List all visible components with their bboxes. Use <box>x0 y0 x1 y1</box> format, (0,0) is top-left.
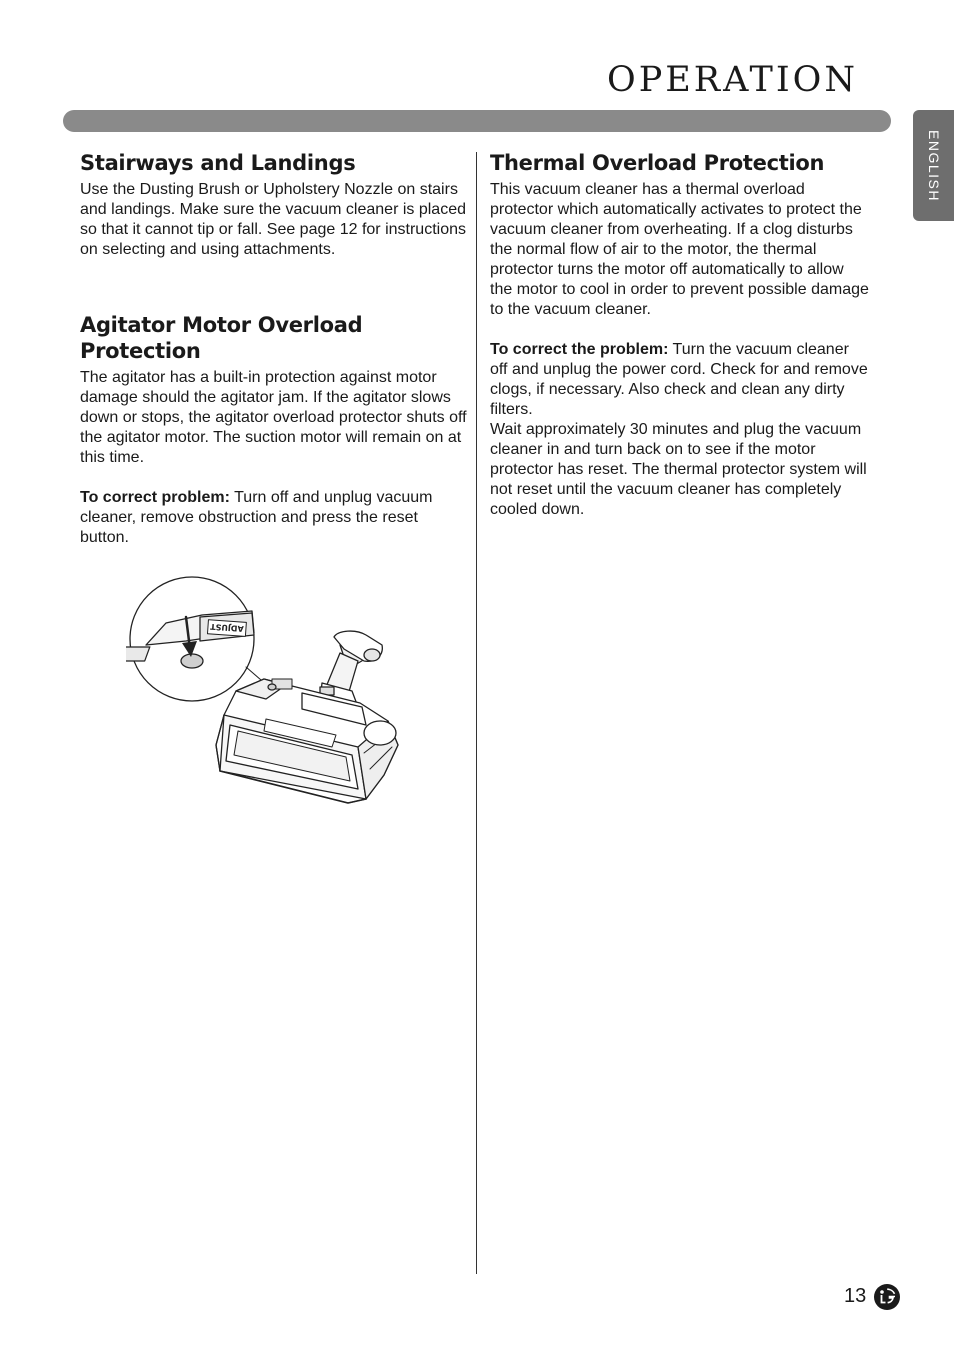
thermal-heading: Thermal Overload Protection <box>490 151 825 175</box>
thermal-body: This vacuum cleaner has a thermal overload protector which automatically activates to protect the vacuum cleaner from overheating. If a clog disturbs the normal flow of air to the motor, the thermal protector turns the motor off automatically to allow the motor to cool in order to prevent possible damage to the vacuum cleaner. <box>490 181 869 318</box>
right-column <box>490 150 870 520</box>
thermal-correct-paragraph <box>490 340 870 420</box>
adjust-label: ADJUST <box>209 621 245 634</box>
reset-button-icon <box>181 654 203 668</box>
column-divider <box>476 152 477 1274</box>
agitator-correct-text: Turn off and unplug vacuum cleaner, remove obstruction and press the reset button. <box>80 489 433 546</box>
left-column <box>80 150 468 548</box>
stairways-body: Use the Dusting Brush or Upholstery Nozzle on stairs and landings. Make sure the vacuum cleaner is placed so that it cannot tip or fall. See page 12 for instructions on selecting and using attachments. <box>80 181 466 258</box>
page-number: 13 <box>844 1285 867 1307</box>
thermal-correct-text: Turn the vacuum cleaner off and unplug the power cord. Check for and remove clogs, if necessary. Also check and clean any dirty filters. <box>490 341 868 418</box>
page-title: OPERATION <box>607 60 858 100</box>
agitator-correct-label: To correct problem: <box>80 489 230 506</box>
vacuum-power-nozzle-reset-button-illustration <box>126 575 416 810</box>
header-bar <box>63 110 891 132</box>
agitator-correct-paragraph <box>80 488 468 548</box>
agitator-heading-line2: Protection <box>80 339 201 363</box>
stairways-heading: Stairways and Landings <box>80 151 356 175</box>
language-tab-label: ENGLISH <box>925 129 942 202</box>
language-tab <box>913 110 954 221</box>
agitator-heading <box>80 312 468 364</box>
agitator-body: The agitator has a built-in protection against motor damage should the agitator jam. If the agitator slows down or stops, the agitator overload protector shuts off the agitator motor. The suction motor will remain on at this time. <box>80 369 467 466</box>
thermal-correct-label: To correct the problem: <box>490 341 669 358</box>
agitator-heading-line1: Agitator Motor Overload <box>80 313 363 337</box>
lg-logo-icon <box>873 1283 901 1311</box>
thermal-body-2: Wait approximately 30 minutes and plug the vacuum cleaner in and turn back on to see if the motor protector has reset. The thermal protector system will not reset until the vacuum cleaner has completely cooled down. <box>490 421 867 518</box>
